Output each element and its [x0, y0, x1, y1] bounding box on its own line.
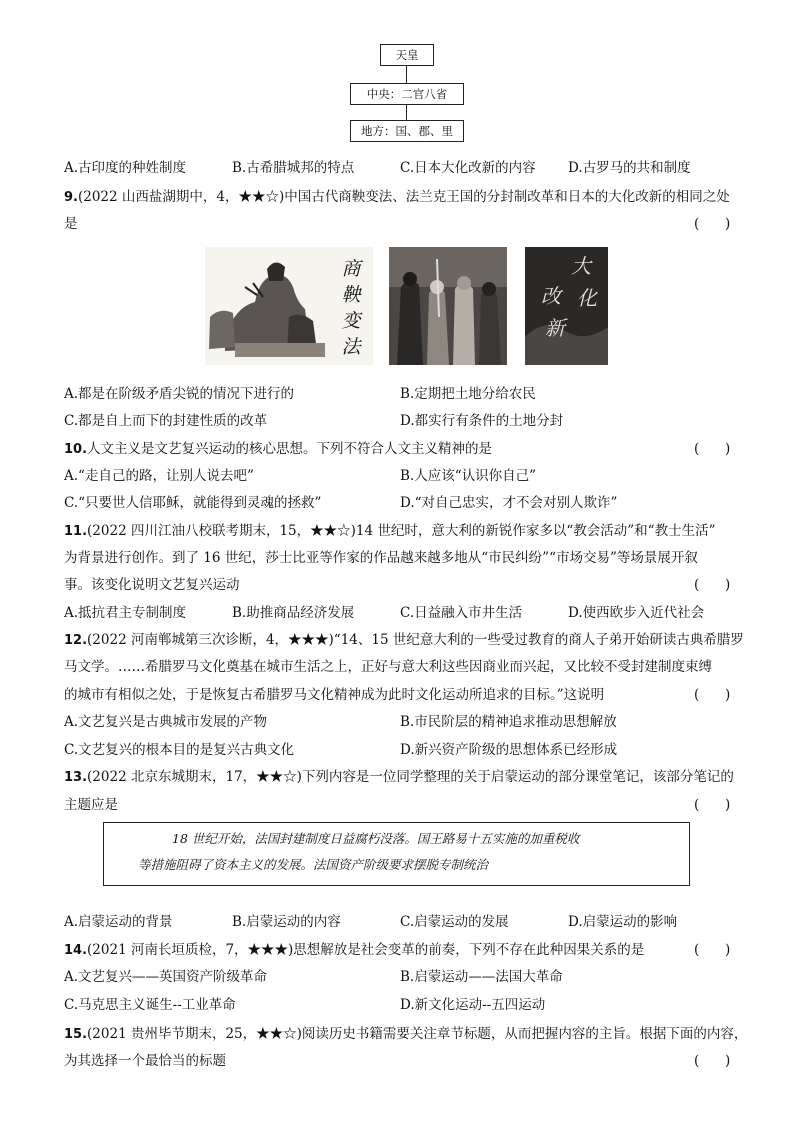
q15-number: 15.: [64, 1027, 88, 1042]
q12-option-a[interactable]: A.文艺复兴是古典城市发展的产物: [64, 714, 268, 730]
q10-option-d[interactable]: D.“对自己忠实，才不会对别人欺诈”: [400, 495, 618, 511]
q12-number: 12.: [64, 633, 88, 648]
diagram-bottom-box: [350, 120, 464, 142]
q12-answer-blank[interactable]: ( ): [694, 687, 731, 703]
q11-answer-blank[interactable]: ( ): [694, 577, 731, 593]
q8-option-b[interactable]: B.古希腊城邦的特点: [232, 160, 355, 176]
q12-stem-line2: 马文学。……希腊罗马文化奠基在城市生活之上，正好与意大利这些因商业而兴起，又比较不受封建制度束缚: [64, 659, 712, 675]
q13-number: 13.: [64, 770, 88, 785]
q9-image1-char: 鞅: [341, 284, 361, 306]
q13-option-d[interactable]: D.启蒙运动的影响: [568, 914, 678, 930]
q9-stem: [64, 188, 730, 207]
q11-stem-line2: 为背景进行创作。到了 16 世纪，莎士比亚等作家的作品越来越多地从“市民纠纷”“市场交易”等场景展开叙: [64, 550, 698, 566]
q9-stem-line2: 是: [64, 216, 78, 232]
q12-stem-line3: 的城市有相似之处，于是恢复古希腊罗马文化精神成为此时文化运动所追求的目标。”这说明: [64, 687, 605, 703]
q14-number: 14.: [64, 943, 88, 958]
q9-answer-blank[interactable]: ( ): [694, 216, 731, 232]
diagram-connector: [406, 105, 407, 120]
diagram-middle-box: [350, 83, 464, 105]
q10-stem: [64, 440, 492, 459]
q15-stem: [64, 1025, 747, 1044]
q13-note-line2: 等措施阻碍了资本主义的发展。法国资产阶级要求摆脱专制统治: [138, 857, 489, 872]
q12-stem: [64, 631, 744, 650]
q14-option-a[interactable]: A.文艺复兴——英国资产阶级革命: [64, 969, 268, 985]
q10-number: 10.: [64, 442, 88, 457]
q9-image-shang-yang-reform: [205, 247, 373, 365]
q11-option-c[interactable]: C.日益融入市井生活: [400, 605, 523, 621]
q11-number: 11.: [64, 524, 88, 539]
diagram-top-box: [380, 44, 434, 66]
q9-number: 9.: [64, 190, 78, 205]
diagram-middle-label: 中央：二官八省: [366, 87, 448, 101]
q15-stem-line1: (2021 贵州毕节期末，25，★★☆)阅读历史书籍需要关注章节标题，从而把握内容的主旨。根据下面的内容，: [87, 1026, 748, 1042]
q8-option-a[interactable]: A.古印度的种姓制度: [64, 160, 187, 176]
q11-stem-line3: 事。该变化说明文艺复兴运动: [64, 577, 240, 593]
q12-option-c[interactable]: C.文艺复兴的根本目的是复兴古典文化: [64, 742, 295, 758]
q9-image3-char: 化: [577, 286, 597, 310]
q15-answer-blank[interactable]: ( ): [694, 1053, 731, 1069]
q13-note-line1: 18 世纪开始，法国封建制度日益腐朽没落。国王路易十五实施的加重税收: [172, 831, 580, 846]
q14-answer-blank[interactable]: ( ): [694, 942, 731, 958]
q10-option-a[interactable]: A.“走自己的路，让别人说去吧”: [64, 468, 254, 484]
q13-option-b[interactable]: B.启蒙运动的内容: [232, 914, 341, 930]
q11-option-b[interactable]: B.助推商品经济发展: [232, 605, 355, 621]
q8-option-c[interactable]: C.日本大化改新的内容: [400, 160, 536, 176]
q10-answer-blank[interactable]: ( ): [694, 441, 731, 457]
q11-option-a[interactable]: A.抵抗君主专制制度: [64, 605, 187, 621]
q14-option-b[interactable]: B.启蒙运动——法国大革命: [400, 969, 563, 985]
q9-image3-char: 改: [541, 284, 561, 308]
q9-image1-char: 法: [341, 336, 361, 358]
q14-stem: [64, 941, 644, 960]
diagram-bottom-label: 地方：国、郡、里: [361, 124, 453, 138]
q11-stem: [64, 522, 715, 541]
q9-option-a[interactable]: A.都是在阶级矛盾尖锐的情况下进行的: [64, 386, 295, 402]
q9-image1-char: 变: [341, 310, 361, 332]
q14-option-d[interactable]: D.新文化运动--五四运动: [400, 997, 546, 1013]
q9-option-c[interactable]: C.都是自上而下的封建性质的改革: [64, 413, 268, 429]
q9-option-d[interactable]: D.都实行有条件的土地分封: [400, 413, 564, 429]
diagram-connector: [406, 66, 407, 83]
q8-option-d[interactable]: D.古罗马的共和制度: [568, 160, 691, 176]
q9-image-frankish-enfeoffment: [389, 247, 507, 365]
q9-stem-line1: (2022 山西盐湖期中，4，★★☆)中国古代商鞅变法、法兰克王国的分封制改革和日本的大化改新的相同之处: [77, 189, 730, 205]
q9-option-b[interactable]: B.定期把土地分给农民: [400, 386, 536, 402]
q13-notes-box: [103, 822, 690, 886]
q13-stem-line2: 主题应是: [64, 797, 118, 813]
q10-option-b[interactable]: B.人应该“认识你自己”: [400, 468, 537, 484]
q14-option-c[interactable]: C.马克思主义诞生--工业革命: [64, 997, 236, 1013]
q10-option-c[interactable]: C.“只要世人信耶稣，就能得到灵魂的拯救”: [64, 495, 322, 511]
q13-stem-line1: (2022 北京东城期末，17，★★☆)下列内容是一位同学整理的关于启蒙运动的部分课堂笔记，该部分笔记的: [87, 769, 734, 785]
q14-stem-line1: (2021 河南长垣质检，7，★★★)思想解放是社会变革的前奏，下列不存在此种因果关系的是: [87, 942, 645, 958]
q13-answer-blank[interactable]: ( ): [694, 797, 731, 813]
q9-image1-char: 商: [341, 258, 361, 280]
q9-image3-char: 新: [545, 316, 565, 340]
q10-stem-line1: 人文主义是文艺复兴运动的核心思想。下列不符合人文主义精神的是: [87, 441, 493, 457]
q11-option-d[interactable]: D.使西欧步入近代社会: [568, 605, 705, 621]
diagram-top-label: 天皇: [395, 48, 419, 62]
q12-option-b[interactable]: B.市民阶层的精神追求推动思想解放: [400, 714, 617, 730]
q12-stem-line1: (2022 河南郸城第三次诊断，4，★★★)“14、15 世纪意大利的一些受过教育的商人子弟开始研读古典希腊罗: [87, 632, 744, 648]
q11-stem-line1: (2022 四川江油八校联考期末，15，★★☆)14 世纪时，意大利的新锐作家多以“教会活动”和“教士生活”: [87, 523, 716, 539]
q9-image-taika-reform: [525, 247, 608, 365]
q15-stem-line2: 为其选择一个最恰当的标题: [64, 1053, 226, 1069]
q13-stem: [64, 768, 734, 787]
q12-option-d[interactable]: D.新兴资产阶级的思想体系已经形成: [400, 742, 618, 758]
q13-option-c[interactable]: C.启蒙运动的发展: [400, 914, 509, 930]
q13-option-a[interactable]: A.启蒙运动的背景: [64, 914, 173, 930]
q9-image3-char: 大: [571, 254, 591, 278]
